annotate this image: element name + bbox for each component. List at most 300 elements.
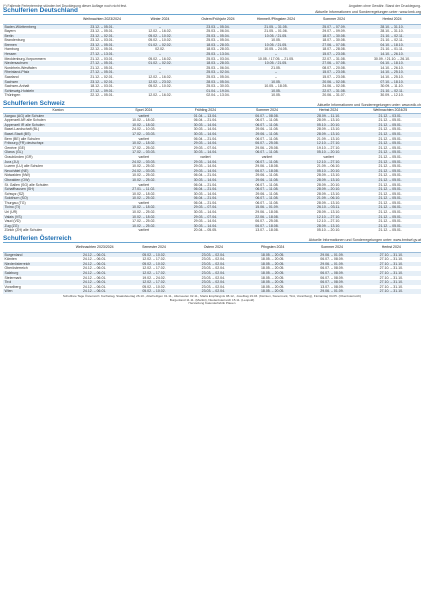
holiday-dates: 29.06. – 11.08. [236, 173, 298, 178]
holiday-dates: 17.02. – 03.03. [113, 132, 175, 137]
holiday-dates: 20.06. – 31.07. [305, 93, 363, 98]
holiday-dates: 30.09. – 12.10. [363, 93, 421, 98]
column-header [3, 15, 73, 24]
holiday-dates: 27.12. – 05.01. [73, 70, 131, 75]
holiday-dates: 05.02. – 10.02. [124, 289, 183, 294]
holiday-dates: 05.02. – 10.02. [131, 84, 189, 89]
holiday-dates: – [247, 70, 305, 75]
holiday-dates: 10.02. – 25.02. [113, 224, 175, 229]
holiday-dates: 30.03. – 14.04. [175, 210, 237, 215]
column-header: Frühling 2024 [175, 108, 237, 113]
holiday-dates: 21.12. – 05.01. [359, 201, 421, 206]
column-header: Herbst 2024 [298, 108, 360, 113]
holiday-dates: 10.05. [247, 89, 305, 94]
holiday-dates: 28.09. – 13.10. [298, 192, 360, 197]
holiday-dates: 29.06. – 18.08. [236, 164, 298, 169]
holiday-dates: 27.10. – 31.10. [362, 271, 421, 276]
column-header: Kanton [3, 108, 113, 113]
holiday-dates: 24.02. – 03.03. [113, 160, 175, 165]
holiday-dates: 12.10. – 27.10. [298, 141, 360, 146]
holiday-dates: variiert [113, 228, 175, 233]
holiday-dates: 22.06. – 18.08. [236, 215, 298, 220]
holiday-dates: 21.12. – 05.01. [359, 127, 421, 132]
region-name: Thüringen [3, 93, 73, 98]
holiday-dates: 29.03. – 14.04. [175, 141, 237, 146]
holiday-dates: 12.10. – 27.10. [298, 219, 360, 224]
table-header-row [3, 243, 421, 252]
holiday-dates: 24.12. – 06.01. [65, 289, 124, 294]
holiday-dates: 29.06. – 18.08. [236, 210, 298, 215]
holiday-dates: 28.09. – 13.10. [298, 178, 360, 183]
holiday-dates: 10.05. [247, 38, 305, 43]
holiday-dates: 21.09. – 13.10. [298, 137, 360, 142]
holiday-dates: 21.12. – 05.01. [359, 169, 421, 174]
holiday-dates: 23.03. – 02.04. [184, 266, 243, 271]
holiday-dates: 06.07. – 08.09. [302, 271, 361, 276]
holiday-dates: 14.10. – 25.10. [363, 70, 421, 75]
holiday-dates: 23.03. – 02.04. [184, 271, 243, 276]
holiday-dates: 06.04. – 21.04. [175, 187, 237, 192]
holiday-dates: 05.02. – 10.02. [124, 262, 183, 267]
holiday-dates: 29.06. – 11.08. [236, 127, 298, 132]
region-name: Tirol [3, 280, 65, 285]
table-body-austria [3, 252, 421, 294]
holiday-dates: 06.07. – 18.08. [236, 224, 298, 229]
holiday-dates: 06.07. – 25.08. [236, 219, 298, 224]
region-name: Oberösterreich [3, 266, 65, 271]
holiday-dates: 29.06. – 25.08. [236, 146, 298, 151]
holiday-dates: 23.12. – 03.01. [73, 38, 131, 43]
holiday-dates: 06.07. – 08.09. [302, 257, 361, 262]
holiday-dates: 17.02. – 03.03. [113, 150, 175, 155]
holiday-dates: 27.12. – 13.01. [73, 52, 131, 57]
section-note-germany: Aktuelle Informationen und Sonderregelungen unter: www.kmk.org [315, 9, 421, 14]
holiday-dates: 25.03. – 30.03. [189, 84, 247, 89]
holiday-dates: 27.12. – 05.01. [73, 61, 131, 66]
region-name: Sachsen-Anhalt [3, 84, 73, 89]
holiday-dates: 28.09. – 13.10. [298, 118, 360, 123]
holiday-dates: 14.10. – 25.10. [363, 75, 421, 80]
column-header: Weihnachten 2024/25 [359, 108, 421, 113]
holiday-dates: 23.03. – 02.04. [184, 285, 243, 290]
holiday-dates: 29.06. – 11.08. [236, 132, 298, 137]
holiday-dates: 29.03. – 07.04. [175, 205, 237, 210]
holiday-dates: 18.07. – 28.08. [305, 47, 363, 52]
holiday-dates: 02.02. [131, 47, 189, 52]
holiday-dates: 24.06. – 02.08. [305, 84, 363, 89]
holiday-dates: 21.12. – 03.01. [359, 113, 421, 118]
holiday-dates: 21.05. [247, 66, 305, 71]
holiday-dates: 28.10. – 31.10. [363, 29, 421, 34]
holiday-dates: 08.07. – 20.08. [305, 66, 363, 71]
region-name: Brandenburg [3, 38, 73, 43]
holiday-dates: 23.03. – 02.04. [184, 280, 243, 285]
holiday-dates: 23.12. – 02.01. [73, 34, 131, 39]
holiday-dates: 10.02. – 18.02. [113, 205, 175, 210]
holiday-dates: 29.07. – 09.09. [305, 29, 363, 34]
holiday-dates: 10.05. / 21.05. [247, 34, 305, 39]
holiday-dates: 05.02. – 10.02. [124, 252, 183, 257]
holiday-dates: 28.09. – 20.10. [298, 187, 360, 192]
holiday-dates: 23.12. – 05.01. [73, 29, 131, 34]
region-name: Bremen [3, 43, 73, 48]
holiday-dates: 06.04. – 21.04. [175, 137, 237, 142]
holiday-dates: 21.12. – 05.01. [359, 118, 421, 123]
holiday-dates: 30.03. – 14.04. [175, 224, 237, 229]
holiday-dates: variiert [113, 155, 175, 160]
holiday-dates: 18.05. – 20.05. [243, 257, 302, 262]
holiday-dates: 12.02. – 16.02. [131, 75, 189, 80]
holiday-dates: 20.04. – 05.05. [175, 228, 237, 233]
holiday-dates: 25.07. – 07.09. [305, 24, 363, 29]
holiday-dates: 12.10. – 27.10. [298, 215, 360, 220]
holiday-dates: 21.12. – 05.01. [73, 66, 131, 71]
holiday-dates: 04.10. – 18.10. [363, 61, 421, 66]
region-name: Hamburg [3, 47, 73, 52]
region-name: Valais (VS) [3, 215, 113, 220]
holiday-dates: 29.06. – 01.09. [302, 252, 361, 257]
region-name: Zürich (ZH) alle Schulen [3, 228, 113, 233]
holiday-dates: 21.12. – 05.01. [359, 178, 421, 183]
region-name: Uri (UR) [3, 210, 113, 215]
holiday-dates: 25.03. – 05.04. [189, 75, 247, 80]
holiday-dates: 24.12. – 06.01. [65, 271, 124, 276]
holiday-calendar-page [3, 0, 421, 600]
holiday-dates: 28.09. – 11.10. [298, 113, 360, 118]
holiday-dates: 24.02. – 03.03. [113, 169, 175, 174]
region-name: Vorarlberg [3, 285, 65, 290]
region-name: St. Gallen (SG) alle Schulen [3, 183, 113, 188]
holiday-dates: 28.09. – 13.10. [298, 173, 360, 178]
holiday-dates: 19.10. – 27.10. [298, 146, 360, 151]
holiday-dates: 06.07. – 08.09. [302, 266, 361, 271]
holiday-dates: 18.12. – 03.01. [73, 84, 131, 89]
region-name: Nidwalden (NW) [3, 173, 113, 178]
column-header: Pfingsten 2024 [243, 243, 302, 252]
holiday-dates: 10.02. – 18.02. [113, 141, 175, 146]
top-notes [3, 0, 421, 7]
holiday-dates: – [131, 89, 189, 94]
holiday-dates: 05.10. – 20.10. [298, 123, 360, 128]
holiday-dates: 01.02. – 02.02. [131, 61, 189, 66]
footnote-austria-2: Burgenland 11.11. (Martini), Niederösterreich 15.11. (Leopold) [169, 297, 255, 302]
holiday-dates: 21.12. – 05.01. [359, 187, 421, 192]
holiday-dates: 24.12. – 06.01. [65, 280, 124, 285]
holiday-dates: 27.06. – 07.08. [305, 43, 363, 48]
holiday-dates: 30.09. – 11.10. [363, 84, 421, 89]
holiday-dates: 06.07. – 08.09. [302, 280, 361, 285]
holiday-dates: 27.10. – 31.10. [362, 280, 421, 285]
holiday-dates: 10.05. – 18.05. [247, 84, 305, 89]
holiday-dates: 28.09. – 13.10. [298, 210, 360, 215]
holiday-dates: 27.12. – 09.01. [73, 89, 131, 94]
holiday-dates: 06.04. – 21.04. [175, 196, 237, 201]
holiday-dates: 22.07. – 31.08. [305, 89, 363, 94]
holiday-dates: 12.02. – 16.02. [131, 93, 189, 98]
region-name: Mecklenburg-Vorpommern [3, 57, 73, 62]
region-name: Schwyz (SZ) [3, 192, 113, 197]
holiday-dates: 21.10. – 01.11. [363, 47, 421, 52]
holiday-dates: 12.02. – 17.02. [124, 266, 183, 271]
holiday-dates: 21.05. – 31.05. [247, 24, 305, 29]
section-note-switzerland: Aktuelle Informationen und Sonderregelungen unter: www.edk.ch [317, 102, 421, 107]
holiday-dates: 01.04. – 13.04. [175, 113, 237, 118]
holiday-dates: 25.03. – 05.04. [189, 38, 247, 43]
holiday-dates: 18.05. – 20.05. [243, 252, 302, 257]
holiday-dates: 06.04. – 21.04. [175, 183, 237, 188]
holiday-dates: 29.06. – 11.08. [236, 178, 298, 183]
holiday-dates: 29.06. – 01.09. [302, 262, 361, 267]
holiday-dates: 28.03. – 05.04. [189, 80, 247, 85]
holiday-dates: 06.07. – 25.08. [236, 141, 298, 146]
holiday-dates: 19.02. – 24.02. [124, 276, 183, 281]
holiday-dates: variiert [113, 201, 175, 206]
holiday-dates: 10.02. – 25.02. [113, 178, 175, 183]
column-header: Sommer 2024 [302, 243, 361, 252]
region-name: Genève (GE) [3, 146, 113, 151]
holiday-dates: 21.12. – 05.01. [359, 215, 421, 220]
holiday-dates: 12.02. – 17.02. [124, 280, 183, 285]
holiday-dates: – [131, 24, 189, 29]
holiday-dates: 21.12. – 05.01. [359, 160, 421, 165]
column-header: Semester 2024 [124, 243, 183, 252]
region-name: Graubünden (GR) [3, 155, 113, 160]
section-header-germany [3, 7, 421, 15]
holiday-dates: 24.12. – 06.01. [65, 266, 124, 271]
holiday-dates: 21.12. – 05.01. [359, 146, 421, 151]
region-name: Baden-Württemberg [3, 24, 73, 29]
section-title-austria: Schulferien Österreich [3, 235, 72, 243]
holiday-dates: 05.02. – 10.02. [131, 34, 189, 39]
holiday-dates: 13.07. – 08.09. [302, 285, 361, 290]
holiday-dates: 23.12. – 05.01. [73, 24, 131, 29]
region-name: Glarus (GL) [3, 150, 113, 155]
holiday-dates: 21.12. – 05.01. [359, 219, 421, 224]
region-name: Berlin [3, 34, 73, 39]
holiday-dates: – [131, 70, 189, 75]
holiday-dates: variiert [298, 155, 360, 160]
holiday-dates: 28.09. – 13.10. [298, 127, 360, 132]
holiday-dates: 25.03. – 13.04. [189, 52, 247, 57]
holiday-dates: 30.09. / 21.10. – 26.10. [363, 57, 421, 62]
holiday-dates: 21.12. – 05.01. [359, 228, 421, 233]
holiday-dates: 14.10. – 26.10. [363, 52, 421, 57]
holiday-dates: 01.04. – 19.04. [189, 89, 247, 94]
column-header: Herbst 2024 [363, 15, 421, 24]
holiday-dates: 06.07. – 11.08. [236, 123, 298, 128]
region-name: Rheinland-Pfalz [3, 70, 73, 75]
holiday-dates: 29.03. – 14.04. [175, 169, 237, 174]
holiday-dates: 10.05. / 17.05. – 21.05. [247, 57, 305, 62]
table-switzerland [3, 108, 421, 233]
holiday-dates: 18.05. – 20.05. [243, 276, 302, 281]
column-header: Weihnachten 2023/2024 [65, 243, 124, 252]
holiday-dates: 30.03. – 14.04. [175, 192, 237, 197]
holiday-dates: 06.07. – 11.08. [236, 183, 298, 188]
holiday-dates: – [247, 75, 305, 80]
holiday-dates: 04.10. – 18.10. [363, 43, 421, 48]
region-name: Aargau (AG) alle Schulen [3, 113, 113, 118]
holiday-dates: 18.07. – 30.08. [305, 38, 363, 43]
footnote-austria: Schulfreie Tage Österreich: Karfreitag, Staatsfeiertag 26.10., Allerheiligen 01.11., Allerseelen 02.11., Mariä Empfängnis 08.12., Josefitag 19.03. (Kärnten, Steiermark, Tirol, Vorarlberg), Florianitag 04.05. (Oberösterreich) [62, 293, 362, 298]
holiday-dates: 25.03. – 06.04. [189, 29, 247, 34]
holiday-dates: 12.02. – 17.02. [124, 257, 183, 262]
holiday-dates: 21.12. – 05.01. [359, 224, 421, 229]
holiday-dates: 27.10. – 31.10. [362, 289, 421, 294]
region-name: Obwalden (OW) [3, 178, 113, 183]
holiday-dates: variiert [113, 137, 175, 142]
holiday-dates: 18.05. – 20.05. [243, 280, 302, 285]
holiday-dates: 27.01. – 11.02. [113, 187, 175, 192]
region-name: Solothurn (SO) [3, 196, 113, 201]
holiday-dates: 18.05. – 20.05. [243, 285, 302, 290]
holiday-dates: 25.03. – 03.04. [189, 57, 247, 62]
holiday-dates: 27.10. – 31.10. [362, 257, 421, 262]
holiday-dates: 21.05. – 01.06. [247, 29, 305, 34]
region-name: Ticino (TI) [3, 205, 113, 210]
region-name: Bern (BE) alle Schulen [3, 137, 113, 142]
holiday-dates: – [131, 66, 189, 71]
column-header: Herbst 2024 [362, 243, 421, 252]
holiday-dates: 29.03. – 07.04. [175, 215, 237, 220]
holiday-dates: 24.12. – 06.01. [65, 262, 124, 267]
holiday-dates: 28.09. – 13.10. [298, 224, 360, 229]
table-austria [3, 243, 421, 294]
holiday-dates: 21.10. – 02.11. [363, 38, 421, 43]
holiday-dates: 06.07. – 11.08. [236, 201, 298, 206]
holiday-dates: 29.06. – 01.09. [302, 289, 361, 294]
region-name: Basel-Stadt (BS) [3, 132, 113, 137]
region-name: Nordrhein-Westfalen [3, 66, 73, 71]
holiday-dates: variiert [175, 155, 237, 160]
holiday-dates: 15.06. – 01.09. [236, 205, 298, 210]
holiday-dates: 06.07. – 08.08. [236, 113, 298, 118]
column-header: Sport 2024 [113, 108, 175, 113]
holiday-dates: 24.12. – 06.01. [65, 252, 124, 257]
table-body-germany [3, 24, 421, 98]
holiday-dates: 05.10. – 20.10. [298, 228, 360, 233]
region-name: Jura (JU) [3, 160, 113, 165]
holiday-dates: 21.12. – 05.01. [359, 155, 421, 160]
section-title-switzerland: Schulferien Schweiz [3, 100, 65, 107]
holiday-dates: 01.02. – 02.02. [131, 43, 189, 48]
holiday-dates: 25.03. – 06.04. [189, 66, 247, 71]
region-name: Zug (ZG) [3, 224, 113, 229]
holiday-dates: – [131, 52, 189, 57]
holiday-dates: 21.12. – 05.01. [359, 210, 421, 215]
holiday-dates: 27.06. – 07.08. [305, 61, 363, 66]
holiday-dates: 15.07. – 23.08. [305, 75, 363, 80]
holiday-dates: 10.02. – 25.02. [113, 196, 175, 201]
holiday-dates: 10.05. [247, 93, 305, 98]
holiday-dates: 21.12. – 05.01. [359, 164, 421, 169]
holiday-dates: 28.10. – 31.10. [363, 24, 421, 29]
holiday-dates: 05.02. – 10.02. [131, 38, 189, 43]
footnote-publisher: Herstellung Kalenderfabrik Plauen [188, 301, 236, 306]
column-header: Weihnachten 2023/2024 [73, 15, 131, 24]
holiday-dates: 23.03. – 02.04. [184, 262, 243, 267]
region-name: Salzburg [3, 271, 65, 276]
holiday-dates: 10.05. / 21.05. [247, 61, 305, 66]
holiday-dates: variiert [236, 155, 298, 160]
holiday-dates: 10.02. – 18.02. [113, 215, 175, 220]
holiday-dates: 06.07. – 11.08. [236, 160, 298, 165]
holiday-dates: 15.07. – 23.08. [305, 52, 363, 57]
holiday-dates: 21.12. – 03.01. [73, 57, 131, 62]
holiday-dates: 12.02. – 16.02. [131, 29, 189, 34]
region-name: Burgenland [3, 252, 65, 257]
column-header [3, 243, 65, 252]
holiday-dates: 30.03. – 14.04. [175, 132, 237, 137]
section-title-germany: Schulferien Deutschland [3, 7, 78, 14]
holiday-dates: 27.10. – 31.10. [362, 252, 421, 257]
region-name: Sachsen [3, 80, 73, 85]
section-header-switzerland [3, 100, 421, 108]
holiday-dates: 06.04. – 21.04. [175, 201, 237, 206]
holiday-dates: – [247, 52, 305, 57]
top-note-left: (*) Fallende Ferientermine stünden bei Drucklegung dieser Auflage noch nicht fest. [3, 3, 128, 8]
column-header: Winter 2024 [131, 15, 189, 24]
holiday-dates: 22.12. – 05.01. [73, 93, 131, 98]
holiday-dates: 26.10. – 03.11. [298, 205, 360, 210]
holiday-dates: 21.12. – 05.01. [359, 150, 421, 155]
region-name: Basel-Landschaft (BL) [3, 127, 113, 132]
region-name: Niederösterreich [3, 262, 65, 267]
holiday-dates: 05.02. – 16.02. [131, 57, 189, 62]
section-note-austria: Aktuelle Informationen und Sonderregelungen unter: www.bmbwf.gv.at [308, 237, 421, 242]
holiday-dates: 29.03. – 14.04. [175, 160, 237, 165]
holiday-dates: 29.03. – 14.04. [175, 219, 237, 224]
holiday-dates: 29.03. – 14.04. [175, 164, 237, 169]
holiday-dates: 06.07. – 11.08. [236, 187, 298, 192]
holiday-dates: 21.12. – 06.01. [359, 205, 421, 210]
holiday-dates: 10.02. – 18.02. [113, 123, 175, 128]
region-name: Thurgau (TG) [3, 201, 113, 206]
table-germany [3, 15, 421, 98]
holiday-dates: 10.05. / 21.05. [247, 43, 305, 48]
holiday-dates: 21.09. – 06.10. [298, 196, 360, 201]
holiday-dates: 21.12. – 05.01. [359, 192, 421, 197]
holiday-dates: 10.05. [247, 80, 305, 85]
region-name: Schaffhausen (SH) [3, 187, 113, 192]
region-name: Luzern (LU) alle Schulen [3, 164, 113, 169]
holiday-dates: 30.03. – 14.04. [175, 178, 237, 183]
holiday-dates: 27.10. – 31.10. [362, 276, 421, 281]
holiday-dates: 21.12. – 02.01. [73, 75, 131, 80]
holiday-dates: 02.04. – 13.04. [189, 93, 247, 98]
holiday-dates: 17.02. – 25.02. [113, 219, 175, 224]
holiday-dates: 05.02. – 10.02. [124, 285, 183, 290]
column-header: Himmelf./Pfingsten 2024 [247, 15, 305, 24]
region-name: Appenzell IR alle Schulen [3, 123, 113, 128]
holiday-dates: 21.10. – 02.11. [363, 89, 421, 94]
holiday-dates: 21.12. – 05.01. [359, 137, 421, 142]
region-name: Hessen [3, 52, 73, 57]
holiday-dates: 30.03. – 14.04. [175, 127, 237, 132]
holiday-dates: 23.03. – 02.04. [184, 252, 243, 257]
holiday-dates: 06.07. – 08.09. [302, 276, 361, 281]
column-header: Sommer 2024 [305, 15, 363, 24]
holiday-dates: 29.03. – 07.04. [175, 146, 237, 151]
holiday-dates: 12.02. – 23.02. [131, 80, 189, 85]
table-header-row [3, 15, 421, 24]
holiday-dates: 24.12. – 06.01. [65, 257, 124, 262]
holiday-dates: 20.06. – 02.08. [305, 80, 363, 85]
top-note-right: Angaben ohne Gewähr. Stand der Drucklegung. [348, 3, 421, 8]
holiday-dates: 27.10. – 31.10. [362, 262, 421, 267]
holiday-dates: 21.12. – 05.01. [359, 183, 421, 188]
holiday-dates: 22.07. – 31.08. [305, 57, 363, 62]
